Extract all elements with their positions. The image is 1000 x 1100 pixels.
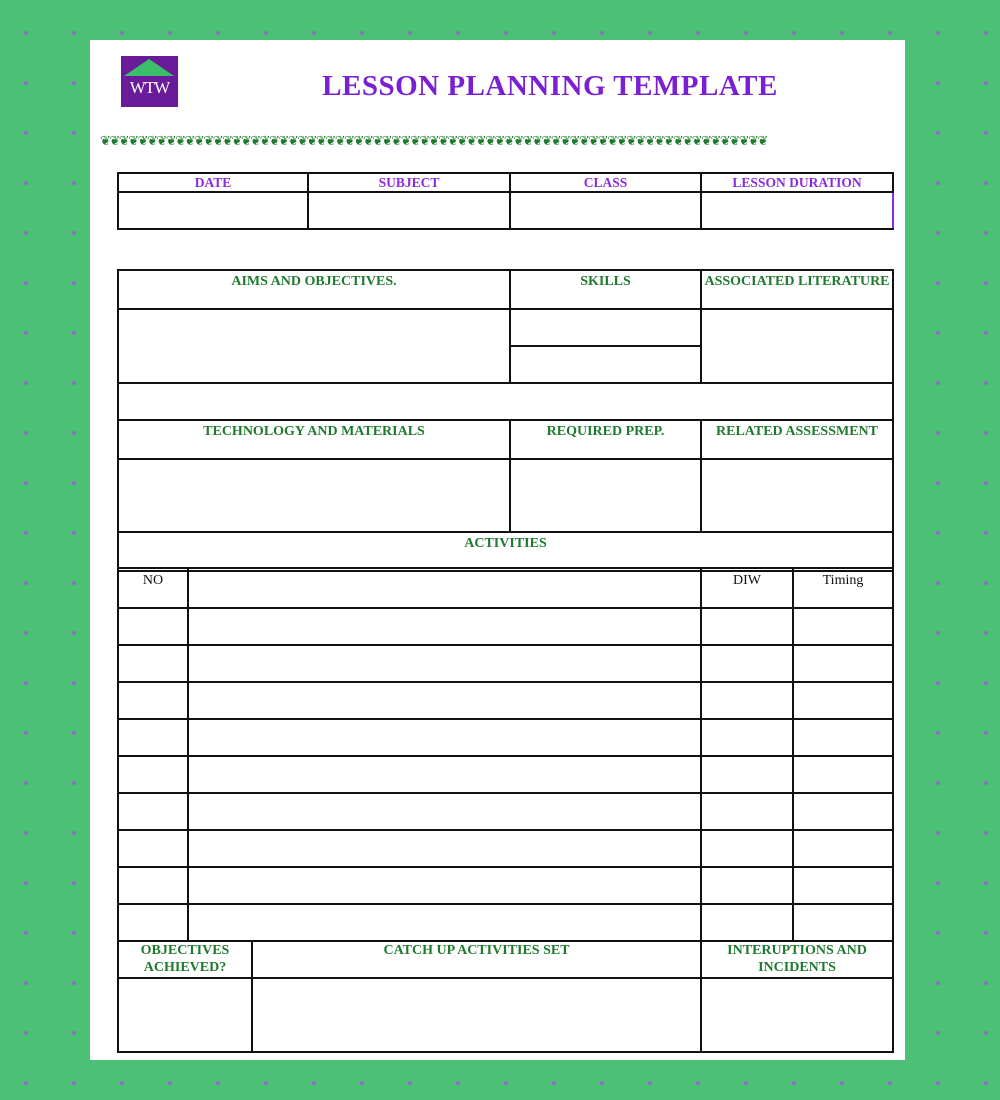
- activity-row: [118, 830, 893, 867]
- activity-cell[interactable]: [188, 830, 701, 867]
- timing-cell[interactable]: [793, 719, 893, 756]
- diw-cell[interactable]: [701, 793, 793, 830]
- no-cell[interactable]: [118, 830, 188, 867]
- activity-cell[interactable]: [188, 682, 701, 719]
- activity-column-header: [188, 568, 701, 608]
- timing-cell[interactable]: [793, 608, 893, 645]
- objectives-achieved-field[interactable]: [118, 978, 252, 1052]
- activity-row: [118, 645, 893, 682]
- related-assessment-field[interactable]: [701, 459, 893, 532]
- activity-cell[interactable]: [188, 645, 701, 682]
- timing-column-header: Timing: [793, 568, 893, 608]
- logo: [121, 56, 178, 107]
- activities-table: [117, 567, 894, 942]
- no-cell[interactable]: [118, 793, 188, 830]
- subject-header: SUBJECT: [308, 173, 510, 192]
- associated-literature-header: ASSOCIATED LITERATURE: [701, 270, 893, 309]
- activity-row: [118, 756, 893, 793]
- logo-roof-icon: [124, 59, 174, 76]
- timing-cell[interactable]: [793, 756, 893, 793]
- diw-cell[interactable]: [701, 867, 793, 904]
- skills-header: SKILLS: [510, 270, 701, 309]
- catch-up-activities-field[interactable]: [252, 978, 701, 1052]
- activity-row: [118, 608, 893, 645]
- planning-table: [117, 269, 894, 572]
- activity-cell[interactable]: [188, 904, 701, 941]
- no-cell[interactable]: [118, 719, 188, 756]
- diw-cell[interactable]: [701, 608, 793, 645]
- interruptions-incidents-header: INTERUPTIONS AND INCIDENTS: [701, 941, 893, 978]
- timing-cell[interactable]: [793, 793, 893, 830]
- activity-cell[interactable]: [188, 608, 701, 645]
- page-title: LESSON PLANNING TEMPLATE: [322, 70, 778, 102]
- timing-cell[interactable]: [793, 904, 893, 941]
- technology-materials-header: TECHNOLOGY AND MATERIALS: [118, 420, 510, 459]
- date-field[interactable]: [118, 192, 308, 229]
- timing-cell[interactable]: [793, 645, 893, 682]
- no-cell[interactable]: [118, 904, 188, 941]
- no-cell[interactable]: [118, 682, 188, 719]
- skills-field-1[interactable]: [510, 309, 701, 346]
- required-prep-field[interactable]: [510, 459, 701, 532]
- no-cell[interactable]: [118, 867, 188, 904]
- aims-objectives-header: AIMS AND OBJECTIVES.: [118, 270, 510, 309]
- date-header: DATE: [118, 173, 308, 192]
- lesson-info-table: [117, 172, 894, 230]
- activity-cell[interactable]: [188, 867, 701, 904]
- timing-cell[interactable]: [793, 830, 893, 867]
- activity-cell[interactable]: [188, 756, 701, 793]
- class-field[interactable]: [510, 192, 701, 229]
- review-table: [117, 940, 894, 1053]
- diw-cell[interactable]: [701, 645, 793, 682]
- aims-objectives-field[interactable]: [118, 309, 510, 383]
- no-cell[interactable]: [118, 756, 188, 793]
- technology-materials-field[interactable]: [118, 459, 510, 532]
- required-prep-header: REQUIRED PREP.: [510, 420, 701, 459]
- diw-cell[interactable]: [701, 756, 793, 793]
- diw-cell[interactable]: [701, 830, 793, 867]
- diw-cell[interactable]: [701, 682, 793, 719]
- objectives-achieved-header: OBJECTIVES ACHIEVED?: [118, 941, 252, 978]
- no-column-header: NO: [118, 568, 188, 608]
- timing-cell[interactable]: [793, 867, 893, 904]
- lesson-duration-field[interactable]: [701, 192, 893, 229]
- activities-header: ACTIVITIES: [118, 532, 893, 571]
- catch-up-activities-header: CATCH UP ACTIVITIES SET: [252, 941, 701, 978]
- no-cell[interactable]: [118, 608, 188, 645]
- skills-field-2[interactable]: [510, 346, 701, 383]
- diw-cell[interactable]: [701, 904, 793, 941]
- activity-row: [118, 904, 893, 941]
- subject-field[interactable]: [308, 192, 510, 229]
- activity-row: [118, 793, 893, 830]
- decorative-vine-divider: ❦❦❦❦❦❦❦❦❦❦❦❦❦❦❦❦❦❦❦❦❦❦❦❦❦❦❦❦❦❦❦❦❦❦❦❦❦❦❦❦❦❦❦❦❦❦❦❦❦❦❦❦❦❦❦❦❦❦❦❦❦❦❦❦❦❦❦❦❦❦❦: [100, 135, 767, 149]
- no-cell[interactable]: [118, 645, 188, 682]
- associated-literature-field[interactable]: [701, 309, 893, 383]
- activity-cell[interactable]: [188, 793, 701, 830]
- class-header: CLASS: [510, 173, 701, 192]
- activity-row: [118, 867, 893, 904]
- diw-cell[interactable]: [701, 719, 793, 756]
- diw-column-header: DIW: [701, 568, 793, 608]
- related-assessment-header: RELATED ASSESSMENT: [701, 420, 893, 459]
- activity-cell[interactable]: [188, 719, 701, 756]
- timing-cell[interactable]: [793, 682, 893, 719]
- activity-rows: [118, 608, 893, 941]
- interruptions-incidents-field[interactable]: [701, 978, 893, 1052]
- logo-text: WTW: [129, 78, 170, 97]
- notes-row[interactable]: [118, 383, 893, 420]
- activity-row: [118, 682, 893, 719]
- activity-row: [118, 719, 893, 756]
- lesson-duration-header: LESSON DURATION: [701, 173, 893, 192]
